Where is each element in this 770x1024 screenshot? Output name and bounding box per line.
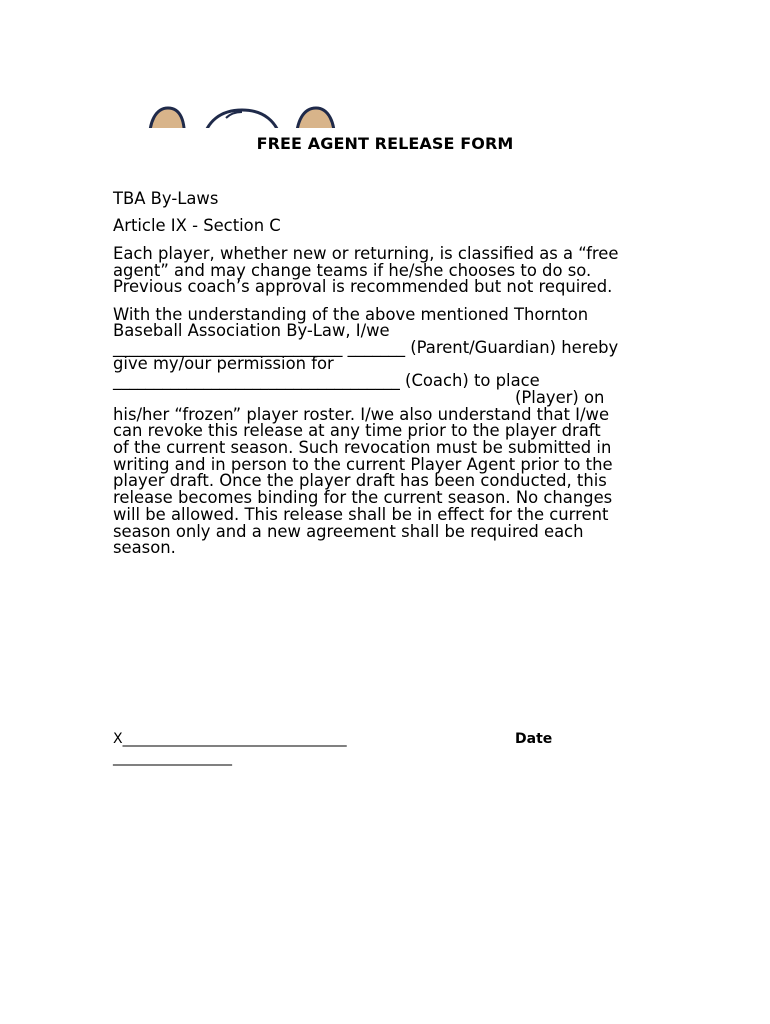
form-title: FREE AGENT RELEASE FORM xyxy=(256,134,514,153)
signature-line: X________________________________ xyxy=(113,731,347,747)
association-logo xyxy=(146,104,338,128)
paragraph2-line: With the understanding of the above mentioned Thornton xyxy=(113,305,589,324)
coach-blank: ___________________________________ (Coach) to place xyxy=(113,371,540,390)
paragraph2-line: player draft. Once the player draft has been conducted, this xyxy=(113,471,607,490)
paragraph1-line: agent” and may change teams if he/she chooses to do so. xyxy=(113,261,592,280)
date-label: Date xyxy=(515,731,553,747)
parent-guardian-blank: ____________________________ _______ (Parent/Guardian) hereby xyxy=(113,338,619,357)
paragraph2-line: can revoke this release at any time prior to the player draft xyxy=(113,421,601,440)
paragraph2-line: season. xyxy=(113,538,176,557)
bylaws-heading: TBA By-Laws xyxy=(113,189,219,208)
date-line: _________________ xyxy=(113,750,232,766)
paragraph2-line: Baseball Association By-Law, I/we xyxy=(113,321,390,340)
paragraph2-line: release becomes binding for the current season. No changes xyxy=(113,488,613,507)
paragraph1-line: Each player, whether new or returning, is classified as a “free xyxy=(113,244,619,263)
article-heading: Article IX - Section C xyxy=(113,216,281,235)
paragraph2-line: give my/our permission for xyxy=(113,354,334,373)
paragraph1-line: Previous coach’s approval is recommended but not required. xyxy=(113,277,613,296)
paragraph2-line: season only and a new agreement shall be required each xyxy=(113,522,584,541)
paragraph2-line: writing and in person to the current Player Agent prior to the xyxy=(113,455,613,474)
player-label: (Player) on xyxy=(515,388,605,407)
paragraph2-line: his/her “frozen” player roster. I/we also understand that I/we xyxy=(113,405,610,424)
paragraph2-line: of the current season. Such revocation must be submitted in xyxy=(113,438,612,457)
paragraph2-line: will be allowed. This release shall be in effect for the current xyxy=(113,505,609,524)
